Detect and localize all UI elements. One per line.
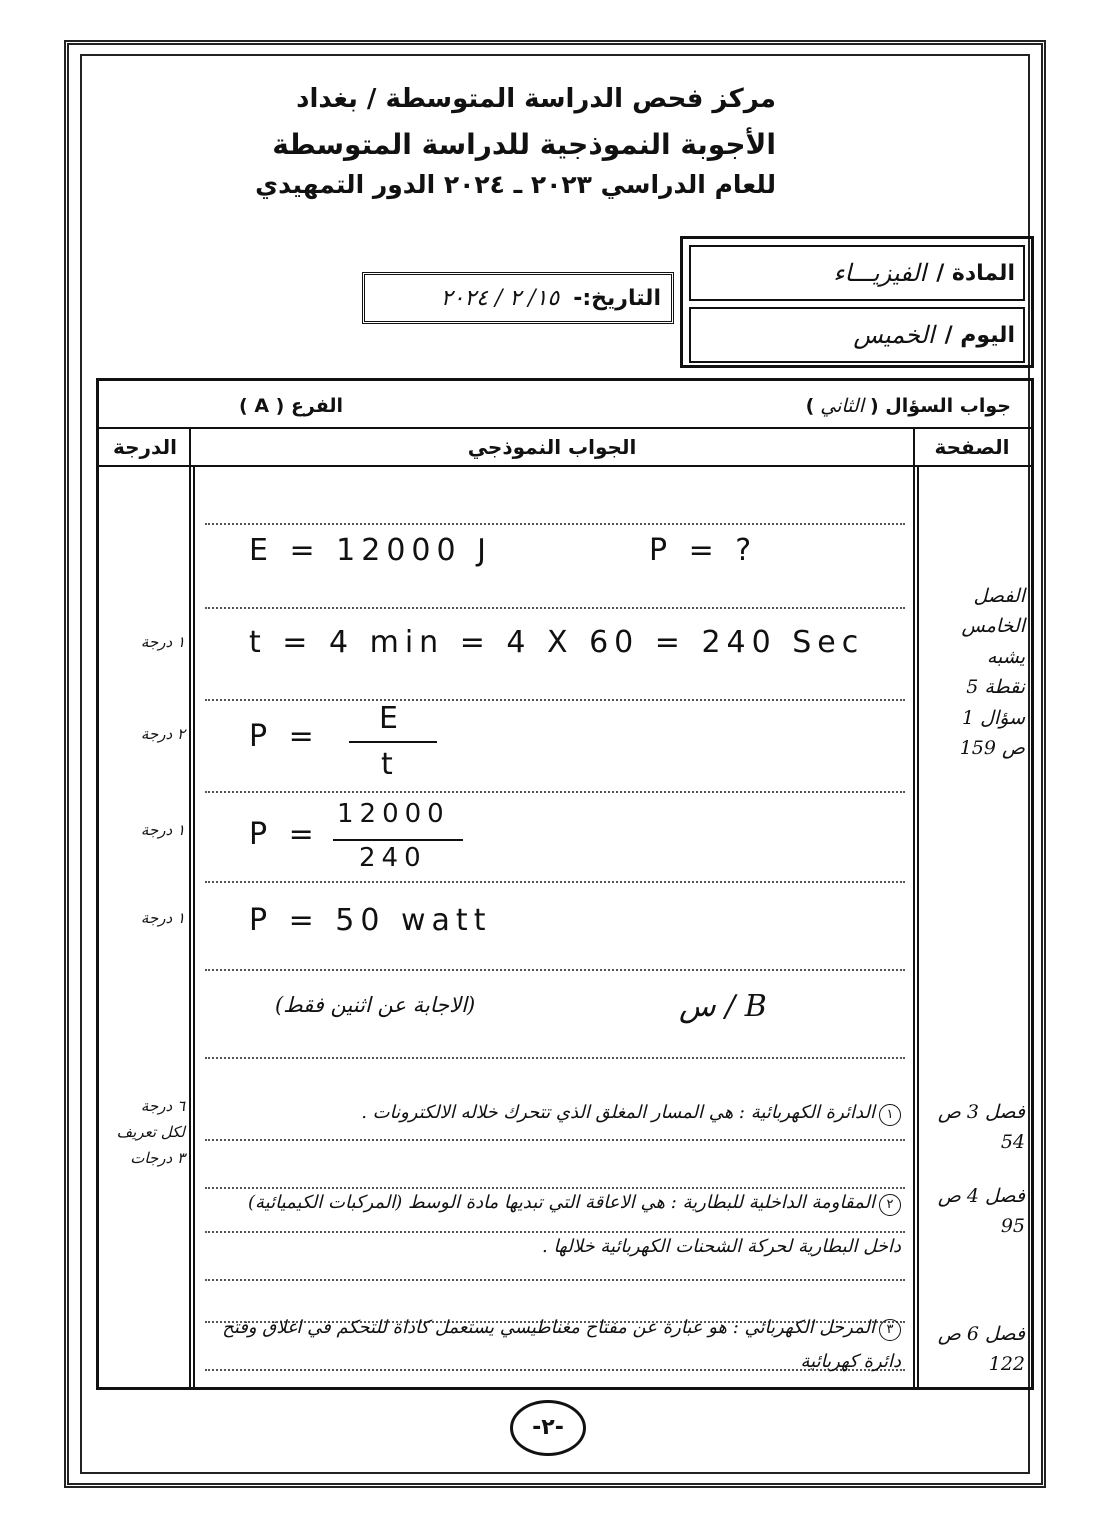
definition-number: ٣ xyxy=(879,1319,901,1341)
formula-fraction-bar xyxy=(349,741,437,743)
page-ref-2: فصل 3 ص 54 xyxy=(937,1101,1025,1154)
page-column-header: الصفحة xyxy=(913,427,1031,467)
substitution-numerator: 12000 xyxy=(337,799,450,829)
page-ref-1-line: ص 159 xyxy=(959,736,1025,759)
grade-column-divider-double xyxy=(193,467,195,1387)
page-ref-1 xyxy=(915,581,1025,763)
result-power: P = 50 watt xyxy=(249,903,492,938)
page-number: -٢- xyxy=(510,1400,586,1456)
answer-column-header: الجواب النموذجي xyxy=(191,427,913,467)
page-column-divider xyxy=(913,427,915,1387)
given-time: t = 4 min = 4 X 60 = 240 Sec xyxy=(249,625,865,660)
page-ref-1-line: نقطة 5 xyxy=(966,676,1025,699)
definition-internal-resistance xyxy=(211,1181,901,1269)
question-header-row xyxy=(99,381,1031,429)
day-label: اليوم / xyxy=(944,322,1015,348)
substitution-denominator: 240 xyxy=(359,843,427,873)
substitution-fraction-bar xyxy=(333,839,463,841)
part-b-note: (الاجابة عن اثنين فقط) xyxy=(275,993,476,1017)
grade-4: ١ درجة xyxy=(140,909,185,927)
definition-text: الدائرة الكهربائية : هي المسار المغلق الذي تتحرك خلاله الالكترونات . xyxy=(361,1102,875,1123)
page-ref-1-line: الخامس xyxy=(961,615,1025,638)
dotted-line xyxy=(205,791,905,793)
dotted-line xyxy=(205,1279,905,1281)
definition-text: المرحل الكهربائي : هو عبارة عن مفتاح مغناطيسي يستعمل كاداة للتحكم في اغلاق وفتح دائرة كهربائية xyxy=(222,1317,901,1372)
question-label-text: جواب السؤال ( xyxy=(869,395,1011,417)
given-energy: E = 12000 J xyxy=(249,533,492,568)
page-ref-1-line: سؤال 1 xyxy=(962,706,1025,729)
answers-title: الأجوبة النموذجية للدراسة المتوسطة xyxy=(272,128,776,161)
date-value: ١٥/ ٢ / ٢٠٢٤ xyxy=(440,285,560,311)
grade-3: ١ درجة xyxy=(140,821,185,839)
question-close: ) xyxy=(805,395,815,417)
grade-column-header: الدرجة xyxy=(99,427,191,467)
grade-column-divider xyxy=(189,427,191,1387)
subject-day-box xyxy=(680,236,1034,368)
year-title: للعام الدراسي ٢٠٢٣ ـ ٢٠٢٤ الدور التمهيدي xyxy=(255,170,776,199)
dotted-line xyxy=(205,1139,905,1141)
grade-1: ١ درجة xyxy=(140,633,185,651)
grade-5b: لكل تعريف xyxy=(116,1123,185,1141)
formula-lhs: P = xyxy=(249,719,320,754)
page-ref-3: فصل 4 ص 95 xyxy=(937,1185,1025,1238)
dotted-line xyxy=(205,881,905,883)
definition-number: ٢ xyxy=(879,1194,901,1216)
definition-relay xyxy=(211,1311,901,1379)
page-ref-1-line: الفصل xyxy=(973,585,1025,607)
grade-5c: ٣ درجات xyxy=(130,1149,185,1167)
formula-denominator: t xyxy=(381,747,399,782)
date-box xyxy=(362,272,674,324)
grade-5a: ٦ درجة xyxy=(140,1097,185,1115)
subject-value: الفيزيـــاء xyxy=(833,259,927,287)
center-title: مركز فحص الدراسة المتوسطة / بغداد xyxy=(296,84,776,114)
answer-table xyxy=(96,378,1034,1390)
definition-number: ١ xyxy=(879,1104,901,1126)
day-row xyxy=(689,307,1025,363)
grade-2: ٢ درجة xyxy=(140,725,185,743)
formula-numerator: E xyxy=(379,701,404,736)
dotted-line xyxy=(205,1057,905,1059)
question-number: الثاني xyxy=(820,395,864,417)
day-value: الخميس xyxy=(853,321,935,349)
dotted-line xyxy=(205,699,905,701)
subject-label: المادة / xyxy=(936,260,1015,286)
definition-electric-circuit xyxy=(211,1091,901,1135)
dotted-line xyxy=(205,523,905,525)
part-b-question: س / B xyxy=(679,989,769,1024)
dotted-line xyxy=(205,607,905,609)
subject-row xyxy=(689,245,1025,301)
unknown-power: P = ? xyxy=(649,533,758,568)
substitution-lhs: P = xyxy=(249,817,320,852)
definition-text: المقاومة الداخلية للبطارية : هي الاعاقة التي تبديها مادة الوسط (المركبات الكيميائية) داخل البطارية لحركة الشحنات الكهربائية خلالها . xyxy=(248,1192,901,1257)
question-label xyxy=(806,395,1011,417)
page-ref-1-line: يشبه xyxy=(986,645,1025,668)
dotted-line xyxy=(205,969,905,971)
date-label: التاريخ:- xyxy=(573,285,661,311)
branch-label: الفرع ( A ) xyxy=(239,395,344,417)
page-ref-4: فصل 6 ص 122 xyxy=(937,1323,1025,1376)
